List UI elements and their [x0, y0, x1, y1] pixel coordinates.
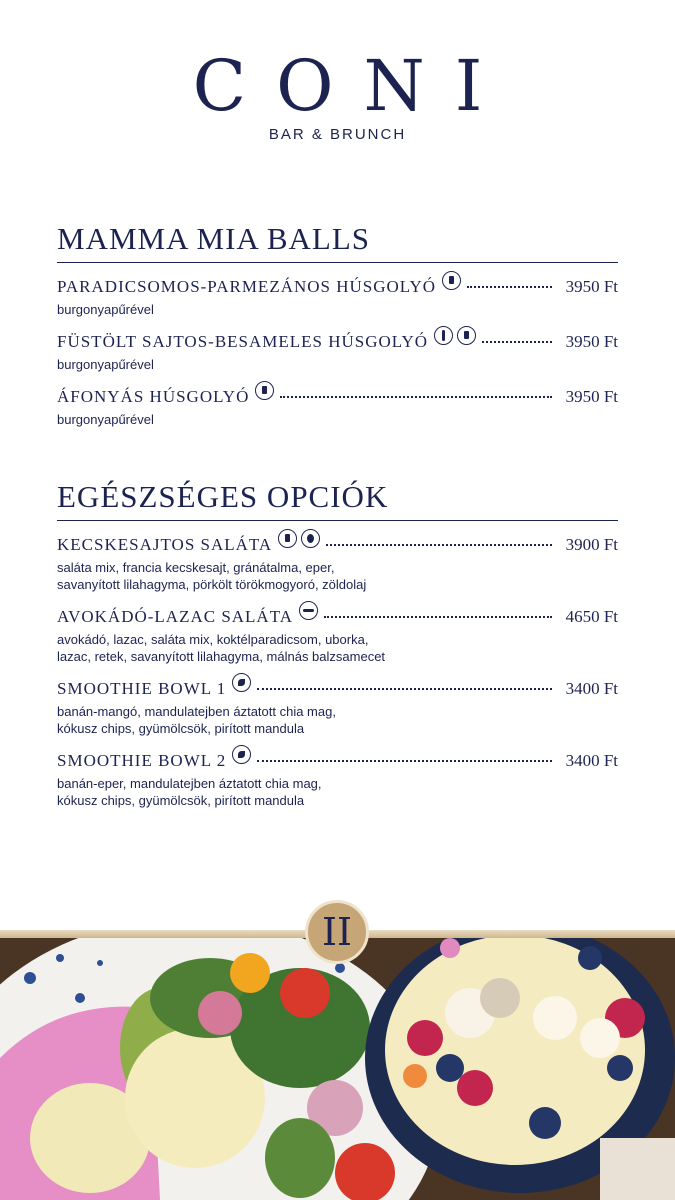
item-description — [57, 559, 618, 593]
milk-icon — [255, 381, 274, 400]
dot-leader — [280, 396, 551, 398]
wheat-icon — [434, 326, 453, 345]
section-title: EGÉSZSÉGES OPCIÓK — [57, 478, 618, 521]
dot-leader — [482, 341, 552, 343]
item-description-line: lazac, retek, savanyított lilahagyma, málnás balzsamecet — [57, 649, 386, 664]
dot-leader — [257, 688, 551, 690]
section-egeszseges-opciok — [57, 478, 618, 809]
dot-leader — [467, 286, 552, 288]
item-description-line: kókusz chips, gyümölcsök, pirított mandula — [57, 793, 305, 808]
item-description-line: banán-mangó, mandulatejben áztatott chia mag, — [57, 704, 336, 719]
item-description-line: banán-eper, mandulatejben áztatott chia mag, — [57, 776, 322, 791]
menu-item — [57, 531, 618, 593]
item-description — [57, 631, 618, 665]
food-photo — [0, 938, 675, 1200]
nut-icon — [301, 529, 320, 548]
dot-leader — [257, 760, 551, 762]
item-description-line: saláta mix, francia kecskesajt, gránátalma, eper, — [57, 560, 335, 575]
item-description — [57, 703, 618, 737]
item-name: KECSKESAJTOS SALÁTA — [57, 535, 273, 554]
menu-item — [57, 675, 618, 737]
leaf-icon — [232, 673, 251, 692]
item-name: PARADICSOMOS-PARMEZÁNOS HÚSGOLYÓ — [57, 277, 437, 296]
milk-icon — [442, 271, 461, 290]
milk-icon — [278, 529, 297, 548]
item-description — [57, 775, 618, 809]
item-price: 3950 Ft — [565, 332, 618, 351]
page-number-badge: II — [305, 900, 369, 964]
menu-item — [57, 328, 618, 373]
item-name: AVOKÁDÓ-LAZAC SALÁTA — [57, 607, 294, 626]
item-description: burgonyapűrével — [57, 302, 154, 317]
item-price: 3950 Ft — [565, 387, 618, 406]
fish-icon — [299, 601, 318, 620]
item-name: FÜSTÖLT SAJTOS-BESAMELES HÚSGOLYÓ — [57, 332, 429, 351]
section-mamma-mia-balls — [57, 220, 618, 428]
item-price: 3950 Ft — [565, 277, 618, 296]
item-name: SMOOTHIE BOWL 2 — [57, 751, 227, 770]
item-name: ÁFONYÁS HÚSGOLYÓ — [57, 387, 250, 406]
brand-title: CONI — [192, 45, 513, 127]
leaf-icon — [232, 745, 251, 764]
item-description: burgonyapűrével — [57, 412, 154, 427]
item-description-line: savanyított lilahagyma, pörkölt törökmogyoró, zöldolaj — [57, 577, 367, 592]
menu-item — [57, 603, 618, 665]
item-price: 3900 Ft — [565, 535, 618, 554]
brand-subtitle: BAR & BRUNCH — [268, 126, 407, 143]
item-description-line: kókusz chips, gyümölcsök, pirított mandula — [57, 721, 305, 736]
item-description-line: avokádó, lazac, saláta mix, koktélparadicsom, uborka, — [57, 632, 369, 647]
food-photo-illustration — [0, 938, 675, 1200]
dot-leader — [324, 616, 552, 618]
brand-header — [0, 45, 675, 143]
item-price: 4650 Ft — [565, 607, 618, 626]
menu-item — [57, 383, 618, 428]
item-price: 3400 Ft — [565, 751, 618, 770]
milk-icon — [457, 326, 476, 345]
item-price: 3400 Ft — [565, 679, 618, 698]
item-description: burgonyapűrével — [57, 357, 154, 372]
section-title: MAMMA MIA BALLS — [57, 220, 618, 263]
dot-leader — [326, 544, 551, 546]
item-name: SMOOTHIE BOWL 1 — [57, 679, 227, 698]
menu-item — [57, 747, 618, 809]
menu-item — [57, 273, 618, 318]
